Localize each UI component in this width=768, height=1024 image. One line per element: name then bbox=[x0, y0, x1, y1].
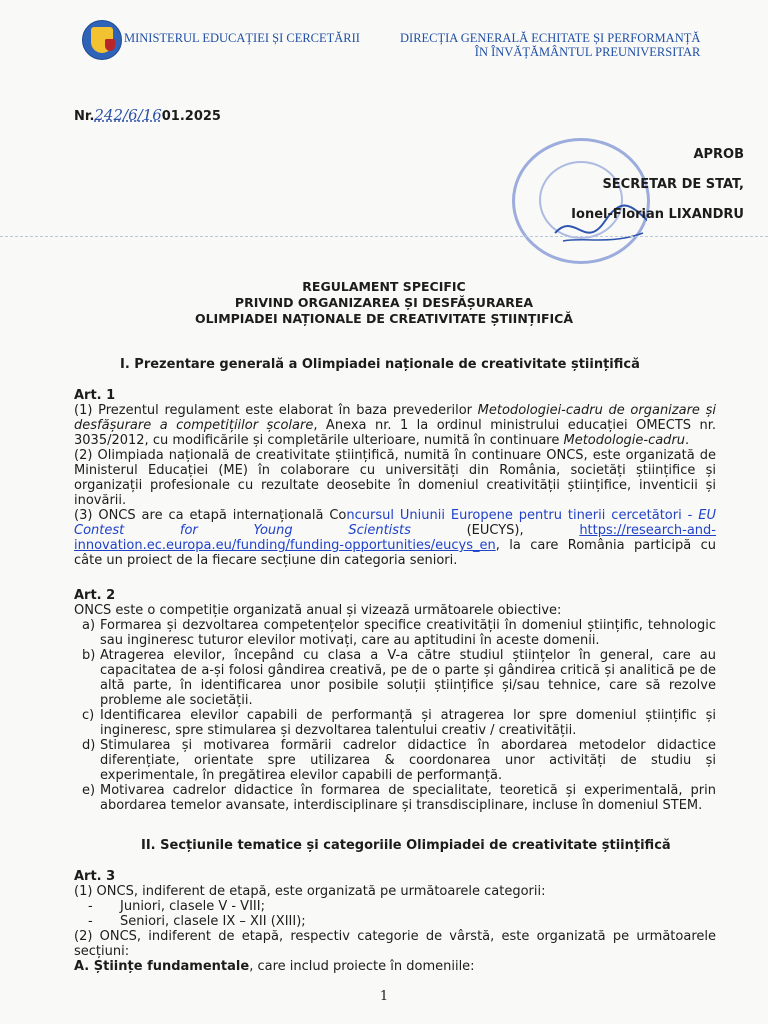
article-1-paragraph-3: (3) ONCS are ca etapă internațională Concursul Uniunii Europene pentru tinerii cercetători - EU Contest for Young Scientists (EUCYS), https://research-and-innovation.ec.europa.eu/funding/funding-opportunities/eucys_en, la care România participă cu câte un proiect de la fiecare secțiune din categoria seniori. bbox=[74, 508, 716, 568]
eucys-link[interactable]: https://research-and-innovation.ec.europa.eu/funding/funding-opportunities/eucys_en bbox=[74, 523, 716, 553]
article-2-label: Art. 2 bbox=[74, 588, 116, 603]
registration-number bbox=[74, 106, 221, 124]
title-line-1: REGULAMENT SPECIFIC bbox=[302, 279, 466, 294]
article-3-paragraph-1: (1) ONCS, indiferent de etapă, este organizată pe următoarele categorii: bbox=[74, 884, 546, 899]
objective-item: b) Atragerea elevilor, începând cu clasa a V-a către studiul științelor în general, care au capacitatea de a-și folosi gândirea creativă, pe de o parte și gândirea critică și analitică pe de altă parte, în identificarea unor posibile soluții științifice și/sau tehnice, care să rezolve probleme ale societății. bbox=[82, 648, 716, 708]
objective-item: e) Motivarea cadrelor didactice în formarea de specialitate, teoretică și experimentală, prin abordarea temelor avansate, interdisciplinare și transdisciplinare, incluse în domeniul STEM. bbox=[82, 783, 716, 813]
article-2 bbox=[74, 588, 716, 813]
title-line-2: PRIVIND ORGANIZAREA ȘI DESFĂȘURAREA bbox=[234, 295, 534, 310]
objective-item: d) Stimularea și motivarea formării cadrelor didactice în abordarea metodelor didactice diferențiate, orientate spre utilizarea & coordonarea unor activități de studiu și experimentale, în pregătirea elevilor capabili de performanță. bbox=[82, 738, 716, 783]
article-1-paragraph-1: (1) Prezentul regulament este elaborat în baza prevederilor Metodologiei-cadru de organizare și desfășurare a competițiilor școlare, Anexa nr. 1 la ordinul ministrului educației OMECTS nr. 3035/2012, cu modificările și completările ulterioare, numită în continuare Metodologie-cadru. bbox=[74, 403, 716, 448]
ministry-name: MINISTERUL EDUCAȚIEI ȘI CERCETĂRII bbox=[124, 31, 360, 45]
page-number: 1 bbox=[379, 989, 389, 1004]
title-line-3: OLIMPIADEI NAȚIONALE DE CREATIVITATE ȘTIINȚIFICĂ bbox=[194, 311, 574, 326]
objective-item: c) Identificarea elevilor capabili de performanță și atragerea lor spre domeniul științific și ingineresc, spre stimularea și dezvoltarea talentului creativ / creativității. bbox=[82, 708, 716, 738]
directorate-line-2: ÎN ÎNVĂȚĂMÂNTUL PREUNIVERSITAR bbox=[474, 45, 701, 59]
approval-name: Ionel-Florian LIXANDRU bbox=[571, 207, 744, 222]
handwritten-number: 242/6/16 bbox=[94, 106, 162, 124]
section-1-heading: I. Prezentare generală a Olimpiadei naționale de creativitate științifică bbox=[120, 357, 640, 372]
article-3 bbox=[74, 869, 716, 974]
nr-prefix: Nr. bbox=[74, 109, 95, 124]
category-item: - Juniori, clasele V - VIII; bbox=[88, 899, 265, 914]
article-1-label: Art. 1 bbox=[74, 388, 116, 403]
approval-role: SECRETAR DE STAT, bbox=[602, 177, 744, 192]
crest-shield bbox=[91, 27, 113, 53]
article-2-intro: ONCS este o competiție organizată anual și vizează următoarele obiective: bbox=[74, 603, 562, 618]
crest-eagle bbox=[105, 39, 115, 51]
category-item: - Seniori, clasele IX – XII (XIII); bbox=[88, 914, 306, 929]
article-1 bbox=[74, 388, 716, 568]
approval-block bbox=[571, 140, 744, 230]
approval-label: APROB bbox=[693, 147, 744, 162]
romania-coat-of-arms-icon bbox=[82, 20, 122, 60]
header-divider bbox=[0, 236, 768, 237]
objective-item: a) Formarea și dezvoltarea competențelor specifice creativității în domeniul științific, tehnologic sau ingineresc tuturor elevilor motivați, care au aptitudini în aceste domenii. bbox=[82, 618, 716, 648]
directorate-line-1: DIRECȚIA GENERALĂ ECHITATE ȘI PERFORMANȚĂ bbox=[400, 31, 701, 45]
article-3-label: Art. 3 bbox=[74, 869, 116, 884]
article-1-paragraph-2: (2) Olimpiada națională de creativitate științifică, numită în continuare ONCS, este organizată de Ministerul Educației (ME) în colaborare cu universități din România, societăți științifice și organizații profesionale cu rezultate deosebite în domeniul creativității științifice, inventicii și inovării. bbox=[74, 448, 716, 508]
section-2-heading: II. Secțiunile tematice și categoriile Olimpiadei de creativitate științifică bbox=[141, 838, 671, 853]
nr-date: 01.2025 bbox=[161, 109, 221, 124]
document-title bbox=[0, 279, 768, 327]
directorate-name bbox=[400, 31, 700, 59]
article-3-paragraph-3: A. Științe fundamentale, care includ proiecte în domeniile: bbox=[74, 959, 475, 974]
article-3-paragraph-2: (2) ONCS, indiferent de etapă, respectiv categorie de vârstă, este organizată pe următoarele secțiuni: bbox=[74, 929, 716, 959]
